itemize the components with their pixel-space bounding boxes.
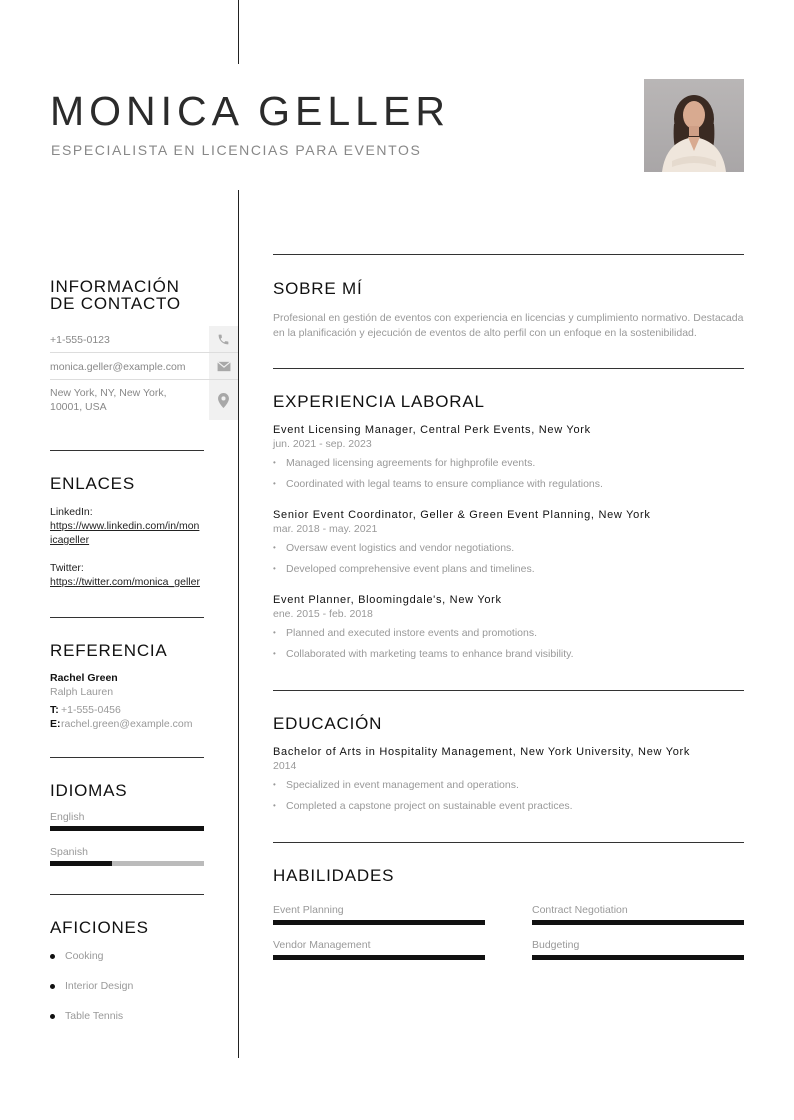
job-bullet-text: Developed comprehensive event plans and timelines. bbox=[286, 563, 535, 575]
job-bullet-text: Managed licensing agreements for highprofile events. bbox=[286, 457, 536, 469]
about-heading: SOBRE MÍ bbox=[273, 279, 363, 298]
about-text: Profesional en gestión de eventos con experiencia en licencias y cumplimiento normativo. Destacada en la planificación y ejecución de eventos de alto perfil con un enfoque en la sostenibilidad. bbox=[273, 312, 744, 339]
job-bullet bbox=[273, 477, 744, 491]
skill-item bbox=[532, 939, 744, 960]
bullet-icon bbox=[50, 1014, 55, 1019]
experience-heading: EXPERIENCIA LABORAL bbox=[273, 392, 485, 411]
job-date: mar. 2018 - may. 2021 bbox=[273, 523, 378, 535]
hobby-label: Cooking bbox=[65, 950, 104, 962]
language-item bbox=[50, 811, 238, 831]
contact-heading-line1: INFORMACIÓN bbox=[50, 277, 180, 296]
job-bullet bbox=[273, 647, 744, 661]
candidate-name: MONICA GELLER bbox=[50, 88, 450, 134]
hobby-label: Interior Design bbox=[65, 980, 134, 992]
twitter-link[interactable]: https://twitter.com/monica_geller bbox=[50, 576, 200, 588]
job-bullet bbox=[273, 626, 744, 640]
language-name: English bbox=[50, 811, 85, 823]
bullet-icon: • bbox=[273, 458, 276, 467]
phone-icon bbox=[209, 326, 238, 352]
sidebar-divider bbox=[50, 617, 204, 618]
linkedin-link[interactable]: https://www.linkedin.com/in/monicageller bbox=[50, 520, 200, 546]
skill-level-bar bbox=[532, 955, 744, 960]
contact-section bbox=[50, 278, 238, 422]
reference-phone[interactable]: +1-555-0456 bbox=[61, 704, 121, 716]
language-level-fill bbox=[50, 861, 112, 866]
section-divider bbox=[273, 254, 744, 255]
top-vertical-divider bbox=[238, 0, 239, 64]
reference-section bbox=[50, 642, 238, 731]
skill-item bbox=[532, 904, 744, 925]
education-year: 2014 bbox=[273, 760, 297, 772]
sidebar-divider bbox=[50, 757, 204, 758]
language-item bbox=[50, 846, 238, 866]
education-bullet-text: Completed a capstone project on sustainable event practices. bbox=[286, 800, 573, 812]
reference-heading: REFERENCIA bbox=[50, 641, 168, 660]
skill-level-bar bbox=[273, 955, 485, 960]
education-bullet bbox=[273, 778, 744, 792]
language-level-bar bbox=[50, 826, 204, 831]
profile-photo bbox=[644, 79, 744, 172]
job-bullet bbox=[273, 562, 744, 576]
job-date: jun. 2021 - sep. 2023 bbox=[273, 438, 372, 450]
candidate-title: ESPECIALISTA EN LICENCIAS PARA EVENTOS bbox=[51, 142, 422, 158]
job-title: Event Licensing Manager, Central Perk Events, New York bbox=[273, 424, 591, 436]
hobby-item bbox=[50, 949, 238, 963]
section-divider bbox=[273, 842, 744, 843]
bullet-icon bbox=[50, 984, 55, 989]
job-bullet bbox=[273, 456, 744, 470]
hobby-item bbox=[50, 1009, 238, 1023]
contact-heading bbox=[50, 278, 238, 312]
job-entry bbox=[273, 508, 744, 576]
main-column bbox=[273, 254, 744, 977]
hobbies-section bbox=[50, 919, 238, 1023]
section-divider bbox=[273, 368, 744, 369]
skill-level-fill bbox=[273, 920, 485, 925]
bullet-icon: • bbox=[273, 801, 276, 810]
reference-phone-label: T: bbox=[50, 704, 59, 716]
contact-phone[interactable]: +1-555-0123 bbox=[50, 334, 110, 346]
reference-phone-row bbox=[50, 703, 238, 717]
linkedin-label: LinkedIn: bbox=[50, 506, 93, 518]
skill-name: Budgeting bbox=[532, 939, 580, 951]
sidebar-divider bbox=[50, 894, 204, 895]
job-entry bbox=[273, 593, 744, 661]
education-bullet bbox=[273, 799, 744, 813]
skill-item bbox=[273, 939, 485, 960]
section-divider bbox=[273, 690, 744, 691]
sidebar bbox=[50, 278, 238, 1023]
reference-name: Rachel Green bbox=[50, 672, 118, 684]
skills-section bbox=[273, 867, 744, 977]
job-bullet-text: Planned and executed instore events and promotions. bbox=[286, 627, 538, 639]
reference-company: Ralph Lauren bbox=[50, 686, 114, 698]
skill-item bbox=[273, 904, 485, 925]
language-name: Spanish bbox=[50, 846, 88, 858]
language-level-fill bbox=[50, 826, 204, 831]
skill-name: Event Planning bbox=[273, 904, 344, 916]
sidebar-divider bbox=[50, 450, 204, 451]
bullet-icon: • bbox=[273, 564, 276, 573]
skills-heading: HABILIDADES bbox=[273, 866, 395, 885]
hobbies-heading: AFICIONES bbox=[50, 918, 149, 937]
job-title: Event Planner, Bloomingdale's, New York bbox=[273, 594, 502, 606]
bullet-icon: • bbox=[273, 780, 276, 789]
job-bullet-text: Collaborated with marketing teams to enhance brand visibility. bbox=[286, 648, 574, 660]
contact-email[interactable]: monica.geller@example.com bbox=[50, 361, 186, 373]
mail-icon bbox=[209, 353, 238, 379]
skill-level-fill bbox=[532, 955, 744, 960]
education-degree: Bachelor of Arts in Hospitality Management, New York University, New York bbox=[273, 746, 691, 758]
column-vertical-divider bbox=[238, 190, 239, 1058]
contact-address-row bbox=[50, 380, 238, 422]
contact-address-line1: New York, NY, New York, bbox=[50, 387, 167, 399]
links-heading: ENLACES bbox=[50, 474, 135, 493]
education-bullet-text: Specialized in event management and operations. bbox=[286, 779, 519, 791]
experience-section bbox=[273, 393, 744, 661]
education-section bbox=[273, 715, 744, 813]
contact-email-row bbox=[50, 353, 238, 380]
bullet-icon bbox=[50, 954, 55, 959]
contact-phone-row bbox=[50, 326, 238, 353]
job-bullet bbox=[273, 541, 744, 555]
about-section bbox=[273, 280, 744, 340]
education-heading: EDUCACIÓN bbox=[273, 714, 383, 733]
location-pin-icon bbox=[209, 380, 238, 420]
skill-level-fill bbox=[273, 955, 485, 960]
skill-level-fill bbox=[532, 920, 744, 925]
bullet-icon: • bbox=[273, 649, 276, 658]
job-bullet-text: Coordinated with legal teams to ensure compliance with regulations. bbox=[286, 478, 603, 490]
hobby-label: Table Tennis bbox=[65, 1010, 124, 1022]
contact-heading-line2: DE CONTACTO bbox=[50, 294, 181, 313]
contact-address-line2: 10001, USA bbox=[50, 401, 107, 413]
skill-name: Contract Negotiation bbox=[532, 904, 628, 916]
skill-level-bar bbox=[273, 920, 485, 925]
reference-email[interactable]: rachel.green@example.com bbox=[61, 718, 193, 730]
job-bullet-text: Oversaw event logistics and vendor negotiations. bbox=[286, 542, 515, 554]
bullet-icon: • bbox=[273, 628, 276, 637]
bullet-icon: • bbox=[273, 543, 276, 552]
reference-email-row bbox=[50, 717, 238, 731]
skill-level-bar bbox=[532, 920, 744, 925]
hobby-item bbox=[50, 979, 238, 993]
job-title: Senior Event Coordinator, Geller & Green Event Planning, New York bbox=[273, 509, 651, 521]
job-date: ene. 2015 - feb. 2018 bbox=[273, 608, 373, 620]
languages-heading: IDIOMAS bbox=[50, 781, 128, 800]
job-entry bbox=[273, 423, 744, 491]
twitter-label: Twitter: bbox=[50, 562, 84, 574]
languages-section bbox=[50, 782, 238, 866]
links-section bbox=[50, 475, 238, 589]
bullet-icon: • bbox=[273, 479, 276, 488]
reference-email-label: E: bbox=[50, 718, 61, 730]
language-level-bar bbox=[50, 861, 204, 866]
skill-name: Vendor Management bbox=[273, 939, 371, 951]
